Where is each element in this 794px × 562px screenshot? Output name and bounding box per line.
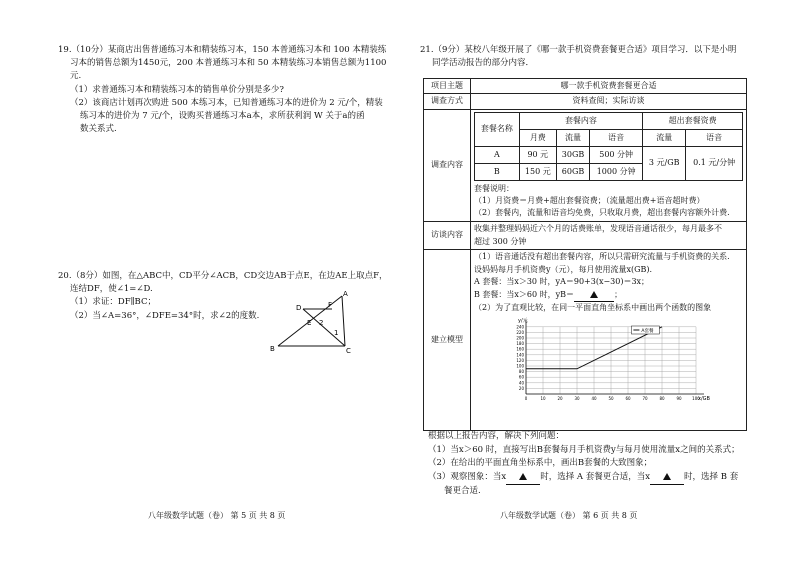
y-tick-label: 100 <box>516 363 524 369</box>
left-page-footer: 八年级数学试题（卷） 第 5 页 共 8 页 <box>148 511 286 520</box>
right-page-footer: 八年级数学试题（卷） 第 6 页 共 8 页 <box>500 511 638 520</box>
package-table <box>474 112 743 181</box>
y-tick-label: 60 <box>518 375 524 381</box>
task-2: （2）在给出的平面直角坐标系中，画出B套餐的大致图象； <box>428 458 653 469</box>
function-chart <box>504 316 734 408</box>
row-b-name: B <box>475 163 520 180</box>
y-tick-label: 120 <box>516 358 524 364</box>
label-A: A <box>343 290 348 298</box>
triangle-marker-icon <box>590 291 598 298</box>
label-angle-2: 2 <box>319 319 324 327</box>
legend-label: A套餐 <box>641 329 654 335</box>
answer-blank-a[interactable] <box>506 471 540 486</box>
q19-part2b: 练习本的进价为 7 元/个，设购买普通练习本a本，求所获利润 W 关于a的函 <box>80 110 365 121</box>
q20-line2: 连结DF，使∠1=∠D. <box>70 284 153 295</box>
y-tick-label: 240 <box>516 324 524 330</box>
interview-1: 收集并整理妈妈近六个月的话费账单，发现语音通话很少，每月最多不 <box>474 223 722 233</box>
answer-blank-c[interactable] <box>650 471 684 486</box>
interview-label: 访谈内容 <box>424 221 471 250</box>
label-E: E <box>307 319 312 327</box>
question-19 <box>58 44 388 136</box>
over-voice-price: 0.1 元/分钟 <box>686 146 743 180</box>
row-b-voice: 1000 分钟 <box>590 163 643 180</box>
label-B: B <box>270 345 275 353</box>
task-3a: （3）观察图象：当x <box>428 471 507 482</box>
q20-heading: 20.（8分）如图，在△ABC中，CD平分∠ACB，CD交边AB于点E，在边AE上取点F， <box>58 271 388 281</box>
y-tick-label: 220 <box>516 330 524 336</box>
x-tick-label: 60 <box>625 396 631 402</box>
x-tick-label: 50 <box>608 396 614 402</box>
pkg-content-header: 套餐内容 <box>519 112 642 129</box>
y-tick-label: 40 <box>518 380 524 386</box>
pkg-name-header: 套餐名称 <box>475 112 520 146</box>
over-fee-header: 超出套餐资费 <box>643 112 743 129</box>
model-5: （2）为了直观比较，在同一平面直角坐标系中画出两个函数的图象 <box>474 302 712 312</box>
y-tick-label: 200 <box>516 335 524 341</box>
task-3c: 时，选择 B 套 <box>684 471 739 482</box>
x-tick-label: 10 <box>540 396 546 402</box>
over-traffic-header: 流量 <box>643 129 686 146</box>
answer-blank-b[interactable] <box>574 289 614 302</box>
q21-line2: 同学活动报告的部分内容． <box>432 58 535 69</box>
model-2: 设妈妈每月手机资费y（元），每月使用流量x(GB). <box>474 264 653 274</box>
method-value: 资料查阅；实际访谈 <box>471 94 747 109</box>
label-D: D <box>296 304 302 312</box>
x-tick-label: 20 <box>557 396 563 402</box>
q19-heading: 19.（10分）某商店出售普通练习本和精装练习本，150 本普通练习本和 100 本精装练 <box>58 45 387 55</box>
q19-part2a: （2）该商店计划再次购进 500 本练习本，已知普通练习本的进价为 2 元/个，精装 <box>70 97 383 108</box>
triangle-marker-icon <box>519 473 527 480</box>
row-a-name: A <box>475 146 520 163</box>
y-tick-label: 80 <box>518 369 524 375</box>
row-a-voice: 500 分钟 <box>590 146 643 163</box>
over-traffic-price: 3 元/GB <box>643 146 686 180</box>
question-21 <box>420 44 760 70</box>
note-title: 套餐说明： <box>474 183 514 193</box>
traffic-header: 流量 <box>556 129 589 146</box>
label-F: F <box>328 301 333 309</box>
y-axis-label: y/元 <box>518 318 528 325</box>
model-1: （1）语音通话没有超出套餐内容，所以只需研究流量与手机资费的关系. <box>474 252 730 262</box>
tasks-intro: 根据以上报告内容，解决下列问题： <box>428 431 565 441</box>
report-table <box>423 78 747 431</box>
content-label: 调查内容 <box>424 109 471 221</box>
label-angle-1: 1 <box>334 329 339 337</box>
model-4a: B 套餐：当x＞60 时，yB＝ <box>474 289 575 299</box>
q19-part1: （1）求普通练习本和精装练习本的销售单价分别是多少? <box>70 84 284 95</box>
q21-heading: 21.（9分）某校八年级开展了《哪一款手机资费套餐更合适》项目学习．以下是小明 <box>420 45 737 55</box>
x-tick-label: 40 <box>591 396 597 402</box>
y-tick-label: 20 <box>518 386 524 392</box>
label-C: C <box>346 347 351 354</box>
task-3 <box>428 471 768 486</box>
model-3: A 套餐：当x＞30 时，yA＝90+3(x−30)＝3x； <box>474 277 650 287</box>
q19-line3: 元. <box>70 71 82 82</box>
x-tick-label: 100 <box>692 396 700 402</box>
triangle-figure <box>268 288 358 354</box>
q19-line2: 习本的销售总额为1450元，200 本普通练习本和 50 本精装练习本销售总额为1100 <box>70 58 387 69</box>
q20-part1: （1）求证：DF∥BC； <box>70 297 156 308</box>
x-tick-label: 70 <box>642 396 648 402</box>
x-tick-label: 90 <box>676 396 682 402</box>
q19-part2c: 数关系式. <box>80 124 117 135</box>
model-4b: ； <box>614 289 623 299</box>
y-tick-label: 140 <box>516 352 524 358</box>
q20-part2: （2）当∠A=36°，∠DFE=34°时，求∠2的度数. <box>70 310 260 321</box>
method-label: 调查方式 <box>424 94 471 109</box>
content-cell <box>471 109 747 221</box>
topic-label: 项目主题 <box>424 79 471 94</box>
task-3d: 餐更合适. <box>444 486 481 497</box>
task-1: （1）当x＞60 时，直接写出B套餐每月手机资费y与每月使用流量x之间的关系式； <box>428 444 740 455</box>
topic-value: 哪一款手机资费套餐更合适 <box>471 79 747 94</box>
note-1: （1）月资费＝月费+超出套餐资费；（流量超出费+语音超时费） <box>474 195 705 205</box>
row-a-traffic: 30GB <box>556 146 589 163</box>
row-b-traffic: 60GB <box>556 163 589 180</box>
row-b-monthly: 150 元 <box>519 163 556 180</box>
x-tick-label: 0 <box>524 396 528 402</box>
interview-2: 超过 300 分钟 <box>474 236 527 246</box>
y-tick-label: 180 <box>516 341 524 347</box>
model-4 <box>474 289 743 302</box>
voice-header: 语音 <box>590 129 643 146</box>
monthly-header: 月费 <box>519 129 556 146</box>
task-3b: 时，选择 A 套餐更合适，当x <box>540 471 651 482</box>
y-tick-label: 160 <box>516 347 524 353</box>
note-2: （2）套餐内，流量和语音均免费，只收取月费，超出套餐内容额外计费. <box>474 207 730 217</box>
model-label: 建立模型 <box>424 250 471 431</box>
over-voice-header: 语音 <box>686 129 743 146</box>
triangle-marker-icon <box>663 473 671 480</box>
x-tick-label: 80 <box>659 396 665 402</box>
question-21-tasks <box>428 430 768 499</box>
row-a-monthly: 90 元 <box>519 146 556 163</box>
x-tick-label: 30 <box>574 396 580 402</box>
x-axis-label: x/GB <box>698 396 710 403</box>
